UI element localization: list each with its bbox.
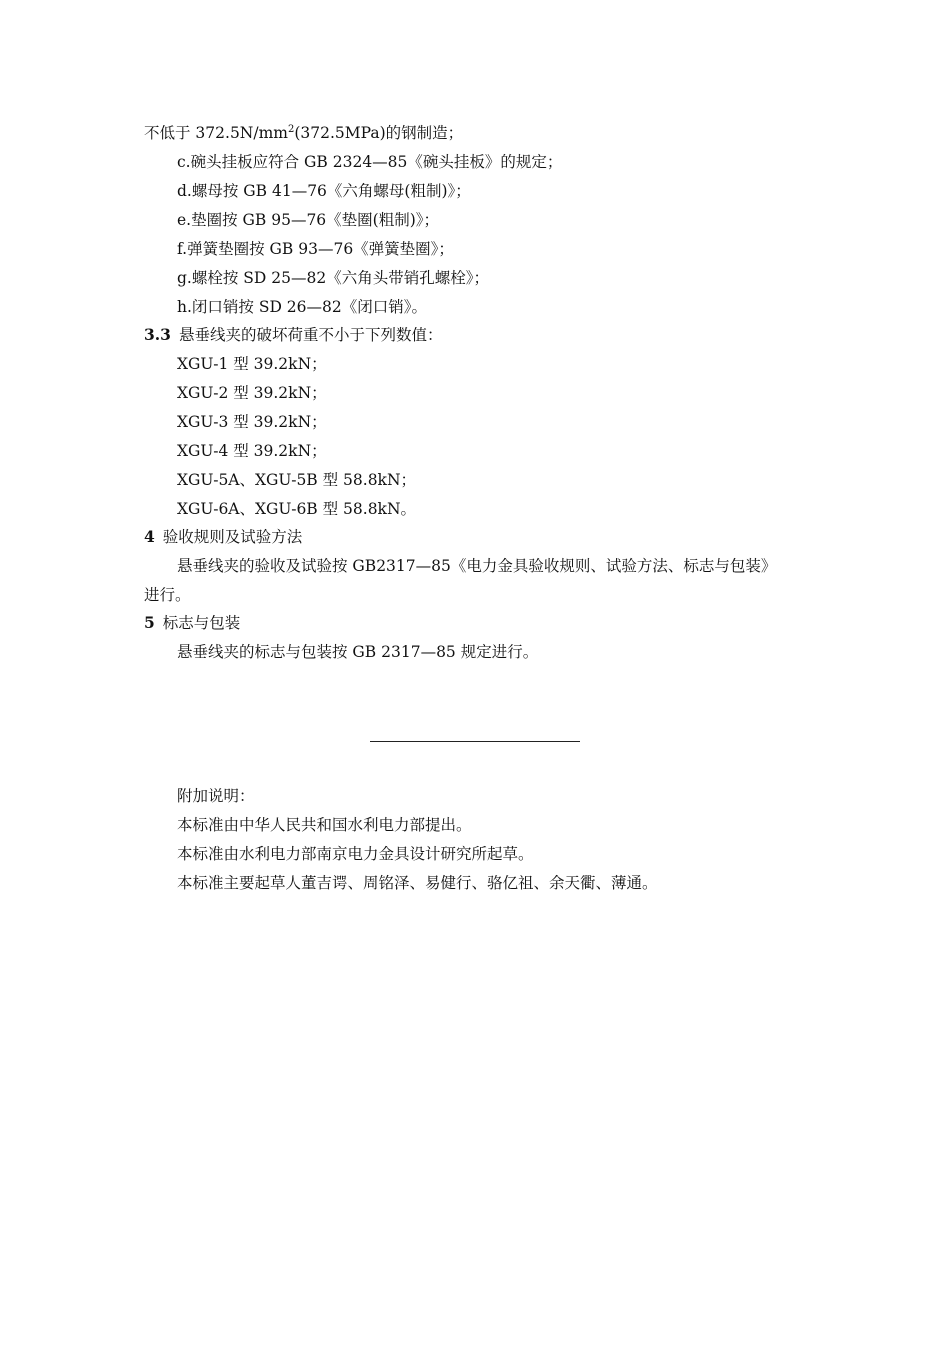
material-item-h: h.闭口销按 SD 26—82《闭口销》。 (177, 298, 428, 316)
note-line: 本标准主要起草人董吉谔、周铭泽、易健行、骆亿祖、余天衢、薄通。 (177, 874, 658, 892)
material-item-e: e.垫圈按 GB 95—76《垫圈(粗制)》； (177, 211, 440, 229)
section-3-3-heading (144, 325, 442, 345)
section-title: 验收规则及试验方法 (162, 528, 303, 546)
note-line: 本标准由水利电力部南京电力金具设计研究所起草。 (177, 845, 534, 863)
section-4-body-line2: 进行。 (144, 586, 191, 604)
section-4-body-line1: 悬垂线夹的验收及试验按 GB2317—85《电力金具验收规则、试验方法、标志与包装》 (177, 557, 777, 575)
load-item: XGU-5A、XGU-5B 型 58.8kN； (177, 471, 417, 489)
material-item-d: d.螺母按 GB 41—76《六角螺母(粗制)》； (177, 182, 471, 200)
load-item: XGU-6A、XGU-6B 型 58.8kN。 (177, 500, 417, 518)
section-number: 4 (144, 527, 155, 546)
superscript: 2 (287, 123, 295, 135)
material-item-f: f.弹簧垫圈按 GB 93—76《弹簧垫圈》； (177, 240, 454, 258)
material-item-g: g.螺栓按 SD 25—82《六角头带销孔螺栓》； (177, 269, 489, 287)
materials-continuation (144, 123, 463, 143)
load-item: XGU-1 型 39.2kN； (177, 355, 327, 373)
section-number: 5 (144, 613, 155, 632)
section-title: 标志与包装 (162, 614, 241, 632)
load-item: XGU-3 型 39.2kN； (177, 413, 327, 431)
load-item: XGU-2 型 39.2kN； (177, 384, 327, 402)
material-item-c: c.碗头挂板应符合 GB 2324—85《碗头挂板》的规定； (177, 153, 563, 171)
section-4-heading (144, 527, 302, 547)
continuation-text: 不低于 372.5N/mm (144, 124, 288, 142)
section-number: 3.3 (144, 325, 171, 344)
notes-heading: 附加说明： (177, 787, 255, 805)
load-item: XGU-4 型 39.2kN； (177, 442, 327, 460)
section-title: 悬垂线夹的破坏荷重不小于下列数值： (178, 326, 443, 344)
section-5-heading (144, 613, 240, 633)
end-divider (370, 741, 580, 742)
continuation-text-end: (372.5MPa)的钢制造； (294, 124, 464, 142)
section-5-body: 悬垂线夹的标志与包装按 GB 2317—85 规定进行。 (177, 643, 539, 661)
note-line: 本标准由中华人民共和国水利电力部提出。 (177, 816, 472, 834)
